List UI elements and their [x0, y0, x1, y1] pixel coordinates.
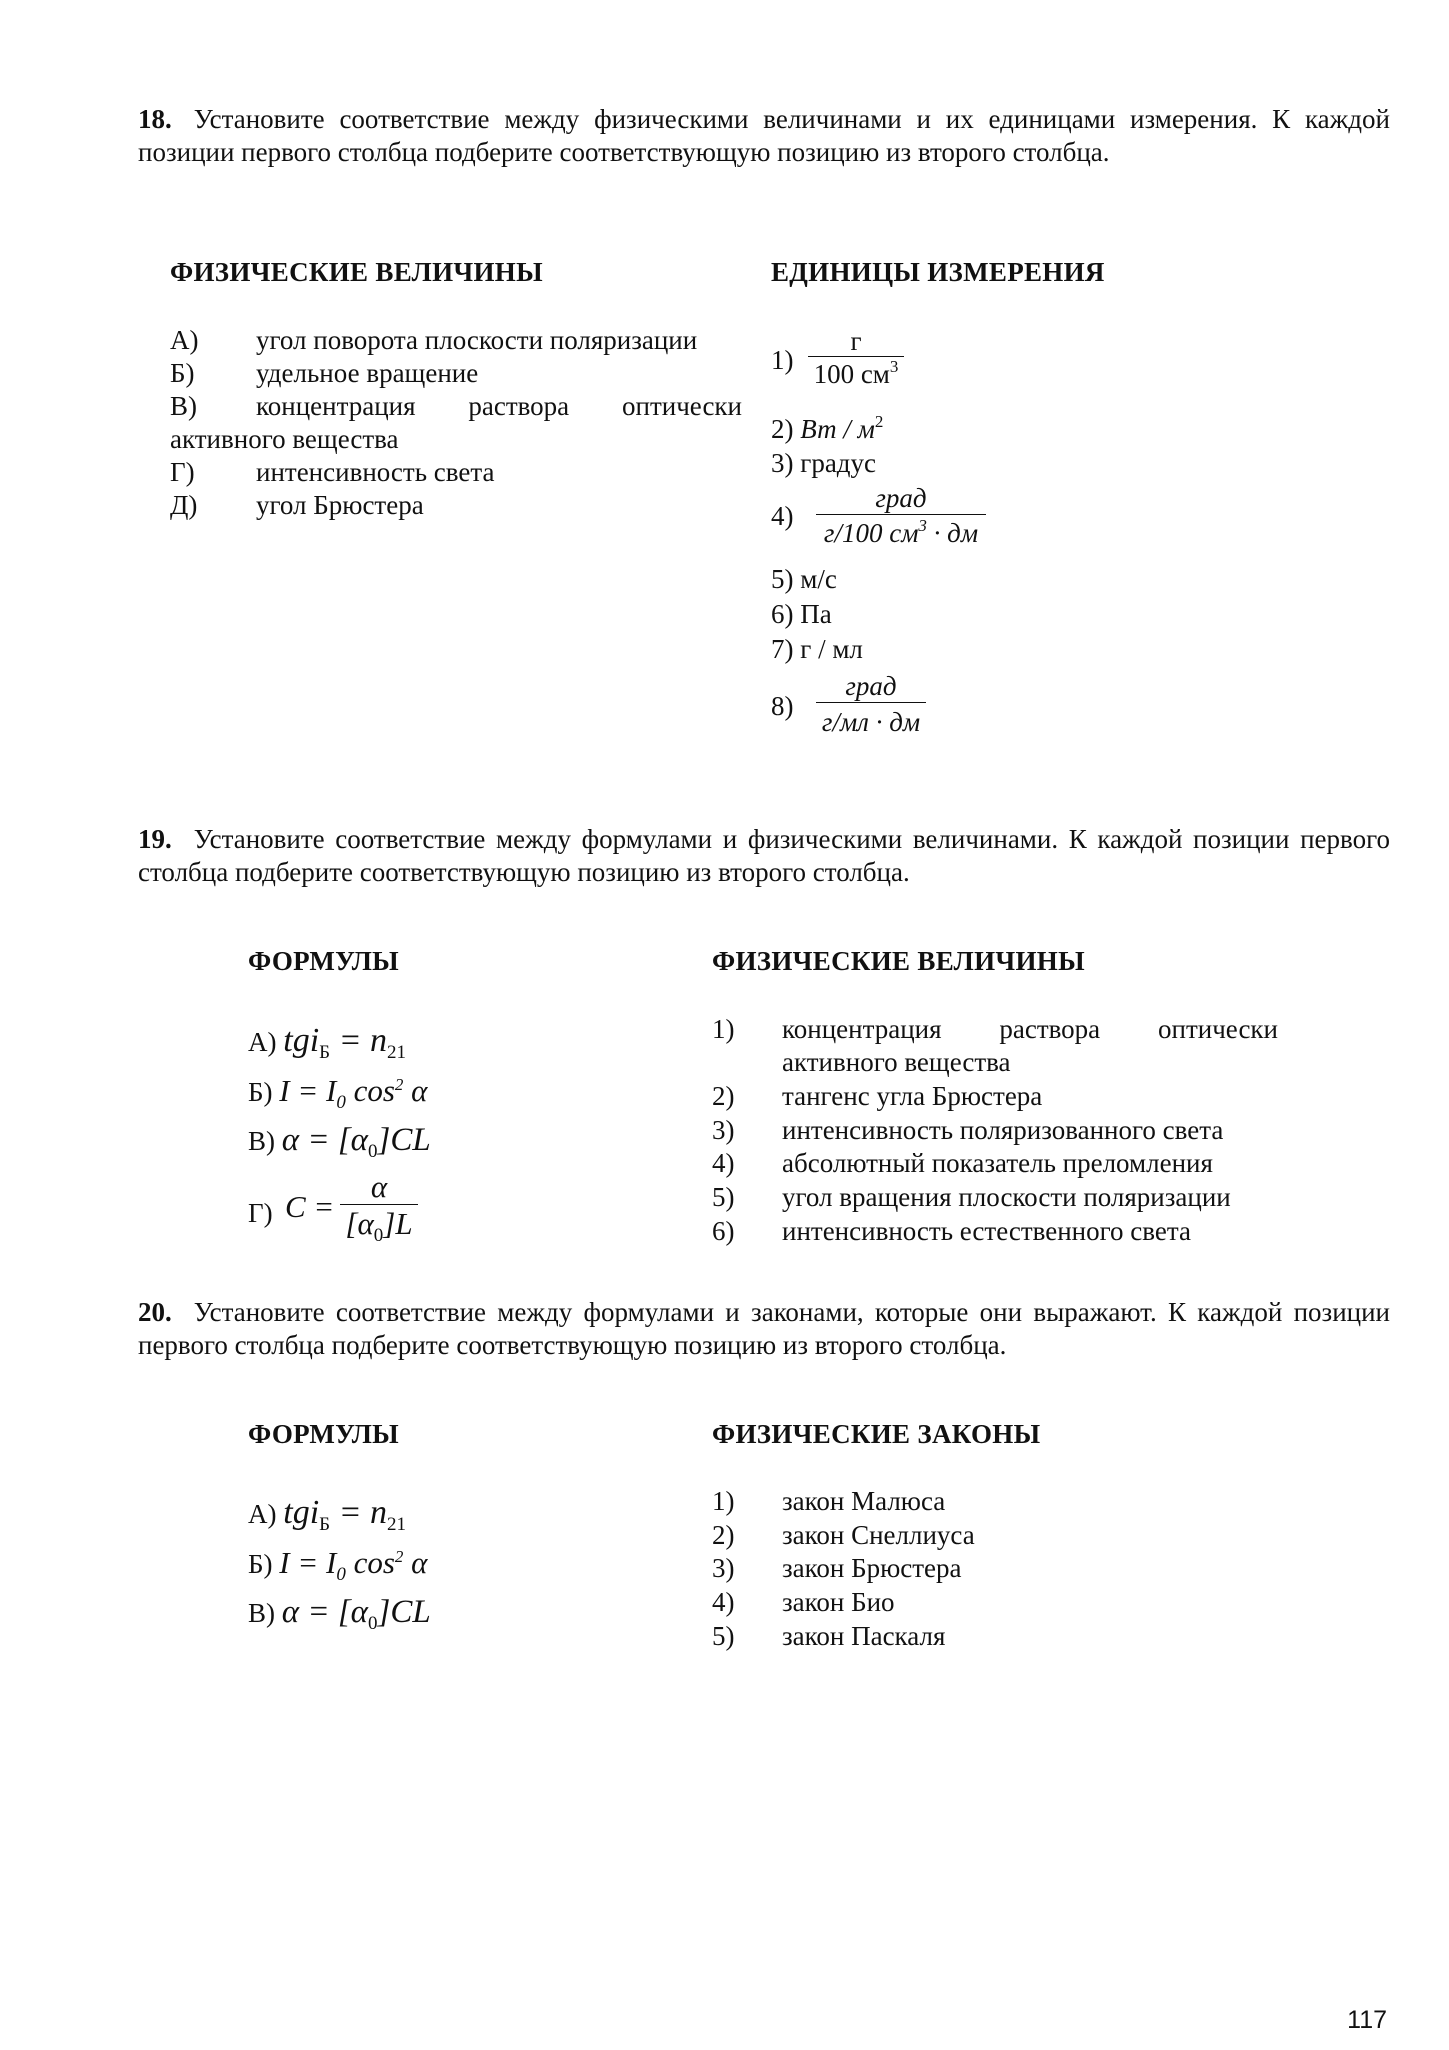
- list-item: Г) интенсивность света: [170, 457, 495, 487]
- formula-item: В) $\alpha = [\alpha_0]CL$: [248, 1122, 431, 1162]
- q19-right-header: ФИЗИЧЕСКИЕ ВЕЛИЧИНЫ: [712, 946, 1085, 976]
- unit-label: 1): [771, 345, 794, 375]
- unit-item: 2) Вт / $м^2$: [771, 412, 884, 444]
- q18-number: 18.: [138, 104, 172, 134]
- list-item: 2) тангенс угла Брюстера: [712, 1081, 1043, 1111]
- list-item: А) угол поворота плоскости поляризации: [170, 325, 698, 355]
- list-item: Б) удельное вращение: [170, 358, 479, 388]
- list-item: В) концентрация раствора оптически: [170, 391, 742, 421]
- unit-fraction: град г/100 $см^3$ · дм: [816, 482, 986, 551]
- formula-item: Б) $I = I_0$ $\cos^2 \alpha$: [248, 1545, 428, 1585]
- q18-right-header: ЕДИНИЦЫ ИЗМЕРЕНИЯ: [771, 257, 1105, 287]
- q18-left-header: ФИЗИЧЕСКИЕ ВЕЛИЧИНЫ: [170, 257, 543, 287]
- list-item: 5) закон Паскаля: [712, 1621, 946, 1651]
- unit-label: 8): [771, 691, 794, 721]
- formula-fraction: $\frac{\alpha}{[\alpha_0]L}$: [340, 1170, 418, 1243]
- formula-item: А) $tgi_Б = n_{21}$: [248, 1494, 407, 1535]
- q19-number: 19.: [138, 824, 172, 854]
- list-item: 3) интенсивность поляризованного света: [712, 1115, 1224, 1145]
- q20-number: 20.: [138, 1297, 172, 1327]
- unit-item: 3) градус: [771, 448, 877, 478]
- formula-item: А) $tgi_Б = n_{21}$: [248, 1022, 407, 1063]
- list-item: 5) угол вращения плоскости поляризации: [712, 1182, 1231, 1212]
- list-item: 3) закон Брюстера: [712, 1553, 962, 1583]
- list-item: 2) закон Снеллиуса: [712, 1520, 975, 1550]
- unit-item: 7) г / мл: [771, 634, 863, 664]
- list-item: Д) угол Брюстера: [170, 490, 424, 520]
- q20-left-header: ФОРМУЛЫ: [248, 1419, 399, 1449]
- q20-right-header: ФИЗИЧЕСКИЕ ЗАКОНЫ: [712, 1419, 1041, 1449]
- unit-item: 5) м/с: [771, 564, 837, 594]
- q20-text: Установите соответствие между формулами и законами, которые они выражают. К каждой позиции первого столбца подберите соответствующую позицию из второго столбца.: [138, 1297, 1390, 1360]
- list-item: 4) абсолютный показатель преломления: [712, 1148, 1213, 1178]
- list-item: 4) закон Био: [712, 1587, 895, 1617]
- list-item: 1) закон Малюса: [712, 1486, 946, 1516]
- list-item-continuation: активного вещества: [782, 1047, 1011, 1077]
- q19-prompt: [138, 823, 1390, 889]
- q18-prompt: [138, 103, 1390, 169]
- q19-text: Установите соответствие между формулами и физическими величинами. К каждой позиции первого столбца подберите соответствующую позицию из второго столбца.: [138, 824, 1390, 887]
- list-item: 6) интенсивность естественного света: [712, 1216, 1191, 1246]
- page-number: 117: [1347, 2006, 1387, 2034]
- unit-fraction: град г/мл · дм: [816, 670, 926, 741]
- list-item-continuation: активного вещества: [170, 424, 399, 454]
- unit-fraction: г 100 $см^3$: [808, 326, 904, 391]
- unit-label: 4): [771, 501, 794, 531]
- unit-item: 6) Па: [771, 599, 832, 629]
- list-item: 1) концентрация раствора оптически: [712, 1014, 1278, 1044]
- formula-label: Г): [248, 1198, 273, 1228]
- formula-item: Б) $I = I_0$ $\cos^2 \alpha$: [248, 1073, 428, 1113]
- q18-item-v-words: концентрация раствора оптически: [256, 391, 742, 421]
- formula-lhs: C =: [285, 1189, 335, 1224]
- q20-prompt: [138, 1296, 1390, 1362]
- q18-text: Установите соответствие между физическими величинами и их единицами измерения. К каждой позиции первого столбца подберите соответствующую позицию из второго столбца.: [138, 104, 1390, 167]
- q19-left-header: ФОРМУЛЫ: [248, 946, 399, 976]
- formula-item: В) $\alpha = [\alpha_0]CL$: [248, 1594, 431, 1634]
